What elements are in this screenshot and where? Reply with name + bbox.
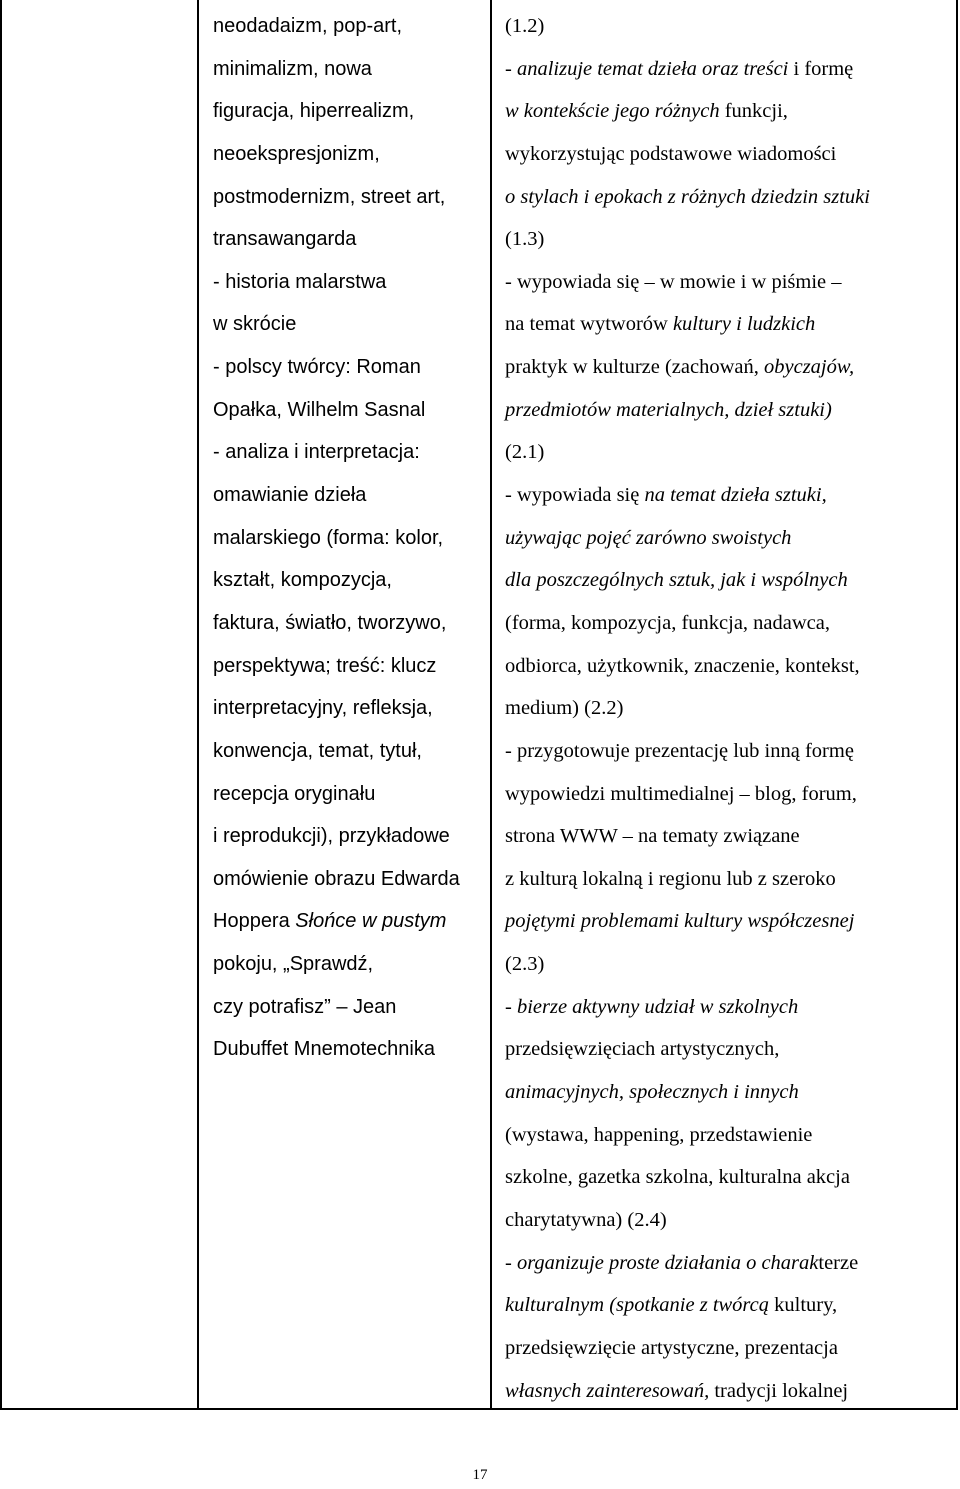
text-line: [213, 602, 460, 645]
text-segment: - organizuje proste działania o charak: [505, 1251, 819, 1274]
text-segment: (forma, kompozycja, funkcja, nadawca,: [505, 611, 831, 634]
text-segment: minimalizm, nowa: [213, 57, 372, 80]
text-segment: - przygotowuje prezentację lub inną formę: [505, 739, 854, 762]
text-line: [213, 900, 460, 943]
text-segment: - analiza i interpretacja:: [213, 441, 420, 464]
text-line: [213, 559, 460, 602]
text-segment: - wypowiada się – w mowie i w piśmie –: [505, 270, 842, 293]
text-line: [213, 773, 460, 816]
text-segment: przedmiotów materialnych, dzieł sztuki): [505, 398, 832, 421]
text-segment: transawangarda: [213, 228, 357, 251]
text-segment: w kontekście jego różnych: [505, 100, 720, 123]
text-line: [505, 1114, 870, 1157]
text-segment: kulturalnym (spotkanie z twórcą: [505, 1294, 769, 1317]
text-segment: przedsięwzięcie artystyczne, prezentacja: [505, 1336, 838, 1359]
text-line: [213, 815, 460, 858]
text-line: [213, 218, 460, 261]
text-line: [213, 133, 460, 176]
text-line: [505, 900, 870, 943]
text-segment: używając pojęć: [505, 526, 636, 549]
text-segment: w skrócie: [213, 313, 297, 336]
text-line: [505, 48, 870, 91]
text-segment: animacyjnych, społecznych i innych: [505, 1081, 799, 1104]
text-segment: na temat wytworów: [505, 313, 673, 336]
text-line: [505, 176, 870, 219]
text-segment: o stylach i epokach z różnych dziedzin sztuki: [505, 185, 870, 208]
text-line: [505, 261, 870, 304]
text-segment: perspektywa; treść: klucz: [213, 654, 437, 677]
page-number: 17: [472, 1467, 488, 1483]
text-segment: z kulturą lokalną i regionu lub z szeroko: [505, 867, 836, 890]
text-segment: postmodernizm, street art,: [213, 185, 446, 208]
text-segment: pokoju, „Sprawdź,: [213, 953, 374, 976]
text-segment: szkolne, gazetka szkolna, kulturalna akcja: [505, 1166, 850, 1189]
text-line: [505, 1156, 870, 1199]
text-segment: medium) (2.2): [505, 697, 624, 720]
text-segment: omawianie dzieła: [213, 484, 367, 507]
text-segment: neodadaizm, pop-art,: [213, 15, 403, 37]
text-line: [213, 517, 460, 560]
text-segment: pojętymi problemami kultury współczesnej: [505, 910, 855, 933]
text-line: [213, 48, 460, 91]
text-segment: faktura, światło, tworzywo,: [213, 611, 447, 634]
text-segment: i formę: [788, 57, 854, 80]
text-segment: praktyk w kulturze (zachowań,: [505, 356, 764, 379]
text-line: [505, 474, 870, 517]
text-line: [505, 1327, 870, 1370]
text-line: [213, 431, 460, 474]
text-line: [213, 5, 460, 48]
text-line: [505, 5, 870, 48]
text-segment: wypowiedzi multimedialnej – blog, forum,: [505, 782, 857, 805]
text-segment: (2.3): [505, 953, 545, 976]
text-segment: Hoppera: [213, 910, 296, 933]
text-line: [505, 389, 870, 432]
text-line: [505, 645, 870, 688]
text-segment: i reprodukcji), przykładowe: [213, 825, 450, 848]
text-segment: dla poszczególnych sztuk, jak i wspólnych: [505, 569, 848, 592]
text-line: [505, 517, 870, 560]
text-segment: strona WWW – na tematy związane: [505, 825, 800, 848]
table-border-right: [956, 0, 958, 1410]
text-line: [213, 176, 460, 219]
text-segment: wykorzystując podstawowe wiadomości: [505, 142, 837, 165]
text-segment: charytatywna) (2.4): [505, 1208, 667, 1231]
text-line: [213, 303, 460, 346]
text-line: [213, 261, 460, 304]
text-segment: funkcji,: [719, 100, 788, 123]
text-segment: - bierze aktywny udział w szkolnych: [505, 995, 799, 1018]
text-line: [505, 218, 870, 261]
text-segment: Słońce w pustym: [295, 910, 447, 933]
text-segment: (wystawa, happening, przedstawienie: [505, 1123, 813, 1146]
table-border-col2-left: [490, 0, 492, 1410]
text-line: [505, 346, 870, 389]
text-segment: malarskiego (forma: kolor,: [213, 526, 444, 549]
text-line: [505, 773, 870, 816]
text-line: [505, 602, 870, 645]
text-line: [505, 858, 870, 901]
text-line: [213, 687, 460, 730]
text-line: [213, 346, 460, 389]
text-line: [505, 730, 870, 773]
text-segment: omówienie obrazu Edwarda: [213, 867, 460, 890]
text-line: [213, 90, 460, 133]
text-line: [505, 943, 870, 986]
text-line: [213, 474, 460, 517]
text-line: [213, 730, 460, 773]
text-segment: - polscy twórcy: Roman: [213, 356, 421, 379]
text-line: [213, 645, 460, 688]
text-line: [505, 815, 870, 858]
text-segment: - analizuje temat dzieła oraz treści: [505, 57, 789, 80]
text-segment: konwencja, temat, tytuł,: [213, 739, 422, 762]
text-segment: Opałka, Wilhelm Sasnal: [213, 398, 426, 421]
text-line: [505, 1028, 870, 1071]
text-line: [505, 1199, 870, 1242]
text-line: [505, 986, 870, 1029]
text-segment: (2.1): [505, 441, 545, 464]
text-segment: własnych zainteresowań,: [505, 1379, 710, 1402]
text-segment: terze: [818, 1251, 859, 1274]
learning-outcomes-column: [505, 5, 870, 1412]
text-line: [505, 1242, 870, 1285]
text-line: [505, 1284, 870, 1327]
text-line: [213, 1028, 460, 1071]
text-segment: przedsięwzięciach artystycznych,: [505, 1038, 780, 1061]
text-segment: recepcja oryginału: [213, 782, 376, 805]
text-line: [213, 389, 460, 432]
text-segment: kształt, kompozycja,: [213, 569, 392, 592]
text-segment: figuracja, hiperrealizm,: [213, 100, 415, 123]
text-segment: neoekspresjonizm,: [213, 142, 380, 165]
text-line: [505, 303, 870, 346]
text-segment: obyczajów,: [764, 356, 855, 379]
table-border-col1-left: [197, 0, 199, 1410]
table-border-left: [0, 0, 2, 1410]
text-segment: odbiorca, użytkownik, znaczenie, kontekst,: [505, 654, 860, 677]
text-line: [213, 986, 460, 1029]
text-line: [213, 943, 460, 986]
text-segment: (1.2): [505, 15, 545, 37]
text-line: [505, 559, 870, 602]
text-segment: kultury,: [769, 1294, 838, 1317]
content-column: [213, 5, 460, 1071]
text-segment: tradycji lokalnej: [709, 1379, 849, 1402]
text-segment: na temat dzieła sztuki,: [644, 484, 827, 507]
text-line: [505, 1071, 870, 1114]
text-segment: czy potrafisz” – Jean: [213, 995, 397, 1018]
text-line: [505, 687, 870, 730]
text-segment: Dubuffet Mnemotechnika: [213, 1038, 435, 1061]
text-line: [505, 1370, 870, 1413]
text-line: [505, 133, 870, 176]
text-segment: (1.3): [505, 228, 545, 251]
text-segment: kultury i ludzkich: [672, 313, 816, 336]
text-segment: - historia malarstwa: [213, 270, 387, 293]
text-segment: zarówno swoistych: [635, 526, 792, 549]
text-line: [505, 90, 870, 133]
text-segment: interpretacyjny, refleksja,: [213, 697, 433, 720]
text-line: [213, 858, 460, 901]
text-line: [505, 431, 870, 474]
text-segment: - wypowiada się: [505, 484, 645, 507]
